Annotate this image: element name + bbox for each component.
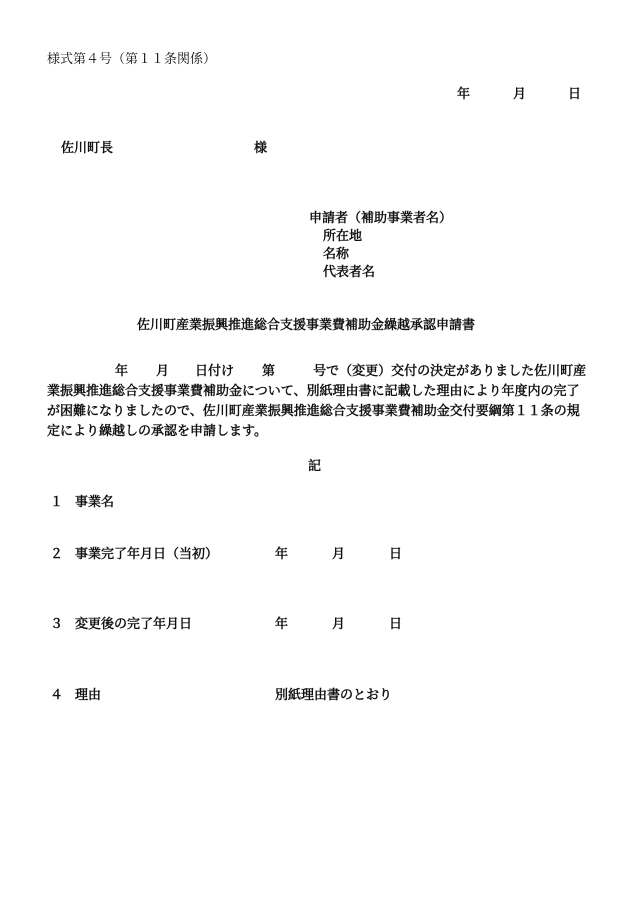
item-3-number: ３ — [50, 617, 64, 632]
item-3-month: 月 — [332, 617, 346, 632]
item-3-year: 年 — [275, 617, 289, 632]
item-2-label: 事業完了年月日（当初） — [75, 547, 219, 562]
item-4-label: 理由 — [75, 688, 102, 703]
date-year-label: 年 — [457, 87, 471, 102]
item-2-year: 年 — [275, 547, 289, 562]
applicant-representative-label: 代表者名 — [323, 265, 376, 280]
item-4-number: ４ — [50, 688, 64, 703]
date-day-label: 日 — [568, 87, 582, 102]
body-year: 年 — [115, 364, 129, 379]
body-dated: 日付け — [195, 364, 235, 379]
item-3-label: 変更後の完了年月日 — [75, 617, 193, 632]
document-title: 佐川町産業振興推進総合支援事業費補助金繰越承認申請書 — [137, 318, 476, 333]
item-2-number: ２ — [50, 547, 64, 562]
date-month-label: 月 — [513, 87, 527, 102]
body-text: 号で（変更）交付の決定がありました佐川町産業振興推進総合支援事業費補助金について、別紙理由書に記載した理由により年度内の完了が困難になりましたので、佐川町産業振興推進総合支援事業費補助金交付要綱第１１条の規定により繰越しの承認を申請します。 — [47, 364, 587, 439]
item-2-day: 日 — [389, 547, 403, 562]
form-number: 様式第４号（第１１条関係） — [47, 52, 217, 67]
ki-heading: 記 — [308, 459, 322, 474]
body-month: 月 — [156, 364, 170, 379]
application-body — [47, 362, 587, 442]
body-dai: 第 — [262, 364, 276, 379]
applicant-name-label: 名称 — [323, 247, 350, 262]
applicant-heading: 申請者（補助事業者名） — [309, 211, 453, 226]
item-2-month: 月 — [332, 547, 346, 562]
addressee-honorific: 様 — [254, 141, 268, 156]
addressee-name: 佐川町長 — [61, 141, 114, 156]
item-4-value: 別紙理由書のとおり — [275, 688, 393, 703]
item-1-number: １ — [50, 495, 64, 510]
applicant-address-label: 所在地 — [323, 229, 363, 244]
item-1-label: 事業名 — [75, 495, 115, 510]
item-3-day: 日 — [389, 617, 403, 632]
